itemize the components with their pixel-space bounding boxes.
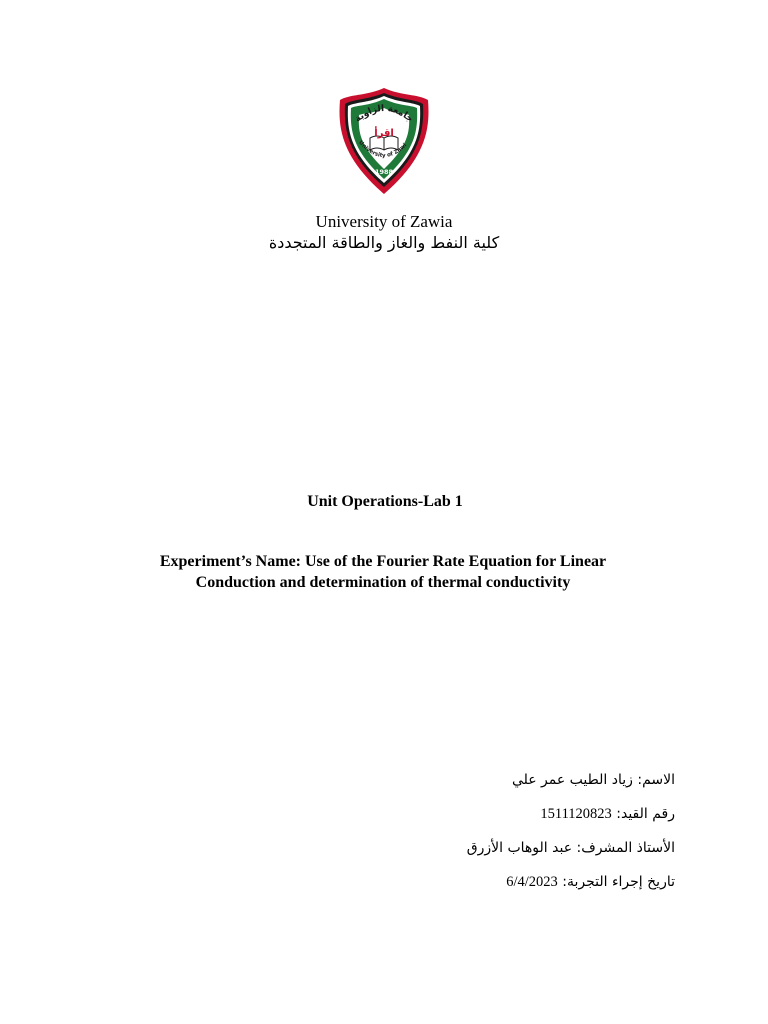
university-seal-icon: [336, 86, 432, 196]
student-name-value: زياد الطيب عمر علي: [511, 772, 633, 788]
supervisor-value: عبد الوهاب الأزرق: [466, 840, 573, 856]
svg-text:1988: 1988: [374, 168, 394, 176]
student-id-line: [540, 806, 675, 823]
experiment-date-value: 6/4/2023: [506, 874, 558, 890]
student-id-label: رقم القيد:: [616, 806, 675, 822]
student-id-value: 1511120823: [540, 806, 612, 822]
university-logo: [336, 86, 432, 196]
svg-text:جامعة الزاوية: جامعة الزاوية: [353, 103, 415, 125]
faculty-name: كلية النفط والغاز والطاقة المتجددة: [268, 233, 500, 252]
experiment-name-line-1: Experiment’s Name: Use of the Fourier Rate Equation for Linear: [159, 553, 607, 570]
experiment-name: [120, 551, 646, 593]
supervisor-label: الأستاذ المشرف:: [576, 840, 675, 856]
svg-text:University of Zawia: University of Zawi: [357, 139, 409, 160]
student-name-label: الاسم:: [637, 772, 675, 788]
supervisor-line: [467, 840, 675, 856]
student-name-line: [512, 772, 675, 788]
experiment-name-line-2: Conduction and determination of thermal conductivity: [195, 574, 571, 591]
course-title: Unit Operations-Lab 1: [307, 493, 463, 510]
experiment-date-line: [506, 874, 675, 891]
experiment-date-label: تاريخ إجراء التجربة:: [562, 874, 675, 890]
svg-text:اقرأ: اقرأ: [374, 128, 394, 139]
university-name: University of Zawia: [315, 212, 453, 231]
